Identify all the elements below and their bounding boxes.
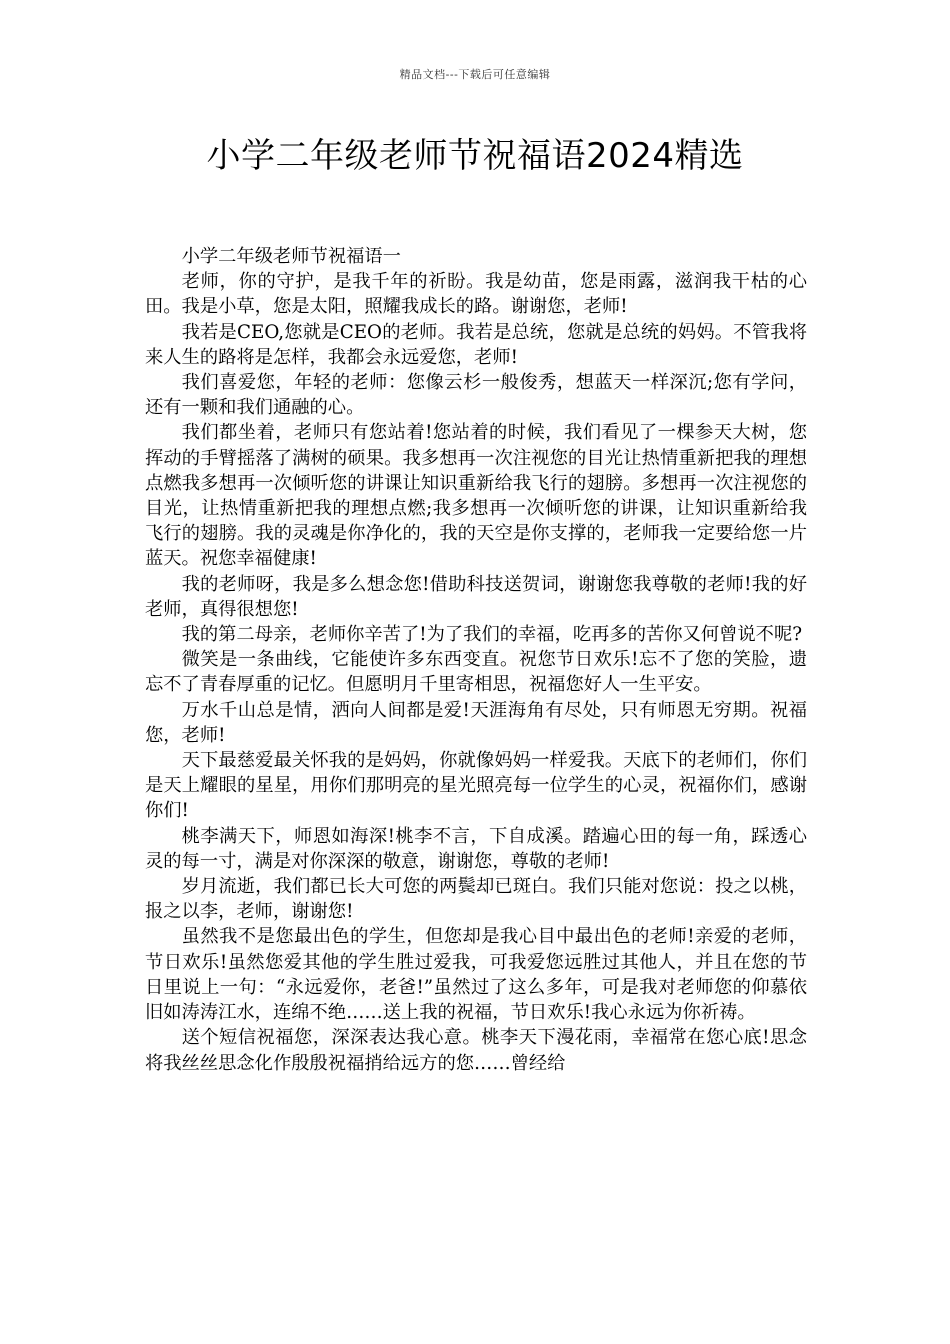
- paragraph: 我的第二母亲，老师你辛苦了!为了我们的幸福，吃再多的苦你又何曾说不呢?: [181, 624, 803, 646]
- paragraph: 岁月流逝，我们都已长大可您的两鬓却已斑白。我们只能对您说：投之以桃，报之以李，老师，谢谢您!: [145, 876, 807, 923]
- paragraph: 我们喜爱您，年轻的老师：您像云杉一般俊秀，想蓝天一样深沉;您有学问，还有一颗和我们通融的心。: [145, 372, 807, 419]
- paragraph: 万水千山总是情，洒向人间都是爱!天涯海角有尽处，只有师恩无穷期。祝福您，老师!: [145, 699, 807, 746]
- paragraph: 老师，你的守护，是我千年的祈盼。我是幼苗，您是雨露，滋润我干枯的心田。我是小草，您是太阳，照耀我成长的路。谢谢您，老师!: [145, 271, 807, 318]
- paragraph: 虽然我不是您最出色的学生，但您却是我心目中最出色的老师!亲爱的老师，节日欢乐!虽然您爱其他的学生胜过爱我，可我爱您远胜过其他人，并且在您的节日里说上一句：“永远爱你，老爸!”虽然过了这么多年，可是我对老师您的仰慕依旧如涛涛江水，连绵不绝……送上我的祝福，节日欢乐!我心永远为你祈祷。: [145, 926, 807, 1024]
- document-title: 小学二年级老师节祝福语2024精选: [206, 136, 744, 176]
- document-body: [145, 244, 807, 1076]
- paragraph: 桃李满天下，师恩如海深!桃李不言，下自成溪。踏遍心田的每一角，踩透心灵的每一寸，满是对你深深的敬意，谢谢您，尊敬的老师!: [145, 825, 807, 872]
- header-note: 精品文档---下载后可任意编辑: [399, 68, 551, 81]
- paragraph: 我的老师呀，我是多么想念您!借助科技送贺词，谢谢您我尊敬的老师!我的好老师，真得很想您!: [145, 573, 807, 620]
- paragraph: 微笑是一条曲线，它能使许多东西变直。祝您节日欢乐!忘不了您的笑脸，遗忘不了青春厚重的记忆。但愿明月千里寄相思，祝福您好人一生平安。: [145, 649, 807, 696]
- paragraph: 我们都坐着，老师只有您站着!您站着的时候，我们看见了一棵参天大树，您挥动的手臂摇落了满树的硕果。我多想再一次注视您的目光让热情重新把我的理想点燃我多想再一次倾听您的讲课让知识重新给我飞行的翅膀。多想再一次注视您的目光，让热情重新把我的理想点燃;我多想再一次倾听您的讲课，让知识重新给我飞行的翅膀。我的灵魂是你净化的，我的天空是你支撑的，老师我一定要给您一片蓝天。祝您幸福健康!: [145, 422, 807, 570]
- paragraph: 送个短信祝福您，深深表达我心意。桃李天下漫花雨，幸福常在您心底!思念将我丝丝思念化作殷殷祝福捎给远方的您……曾经给: [145, 1027, 807, 1074]
- section-heading: 小学二年级老师节祝福语一: [181, 246, 401, 267]
- paragraph: 天下最慈爱最关怀我的是妈妈，你就像妈妈一样爱我。天底下的老师们，你们是天上耀眼的星星，用你们那明亮的星光照亮每一位学生的心灵，祝福你们，感谢你们!: [145, 750, 807, 822]
- paragraph: 我若是CEO,您就是CEO的老师。我若是总统，您就是总统的妈妈。不管我将来人生的路将是怎样，我都会永远爱您，老师!: [145, 321, 807, 368]
